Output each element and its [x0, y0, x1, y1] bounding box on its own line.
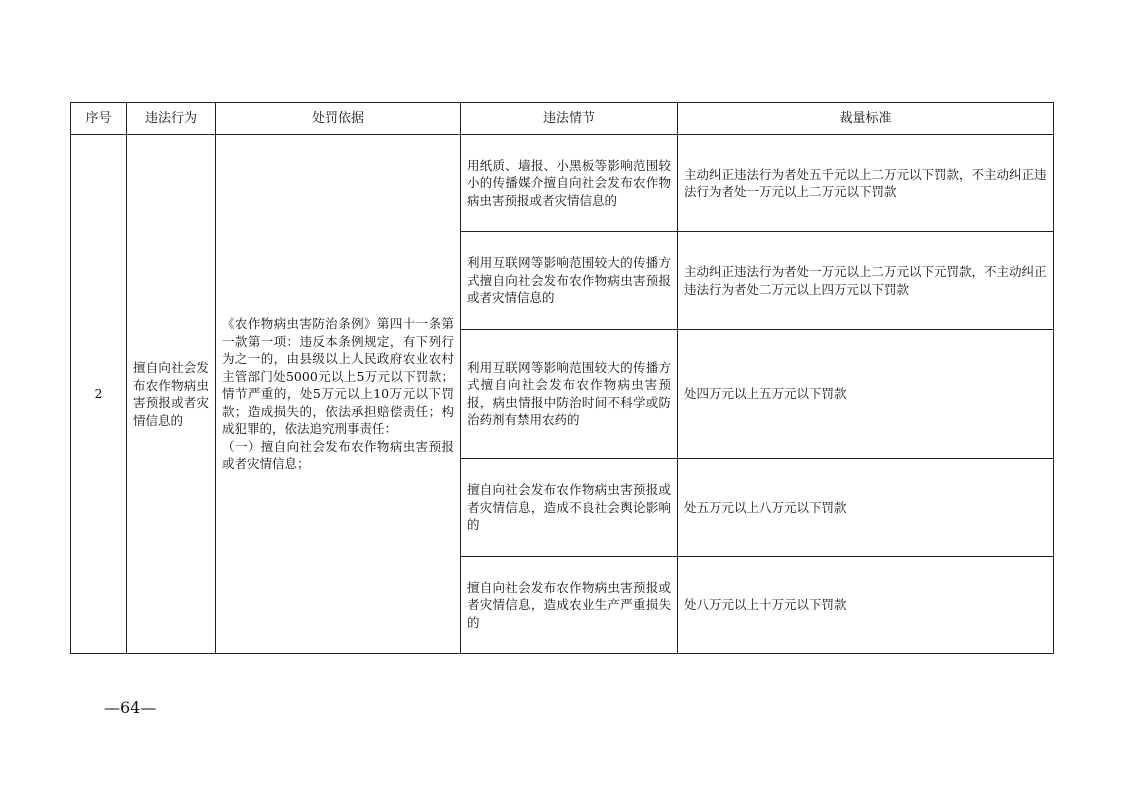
basis-cell — [216, 135, 461, 654]
circumstance-cell: 用纸质、墙报、小黑板等影响范围较小的传播媒介擅自向社会发布农作物病虫害预报或者灾情信息的 — [461, 135, 678, 232]
standard-cell: 处八万元以上十万元以下罚款 — [678, 556, 1054, 653]
basis-text: 《农作物病虫害防治条例》第四十一条第一款第一项：违反本条例规定，有下列行为之一的，由县级以上人民政府农业农村主管部门处5000元以上5万元以下罚款；情节严重的，处5万元以上10万元以下罚款；造成损失的，依法承担赔偿责任；构成犯罪的，依法追究刑事责任： — [222, 316, 454, 437]
behavior-cell: 擅自向社会发布农作物病虫害预报或者灾情信息的 — [127, 135, 216, 654]
standard-cell: 处四万元以上五万元以下罚款 — [678, 329, 1054, 458]
penalty-table — [70, 102, 1054, 654]
header-standard: 裁量标准 — [678, 103, 1054, 135]
circumstance-cell: 利用互联网等影响范围较大的传播方式擅自向社会发布农作物病虫害预报，病虫情报中防治时间不科学或防治药剂有禁用农药的 — [461, 329, 678, 458]
header-row — [71, 103, 1054, 135]
standard-cell: 主动纠正违法行为者处一万元以上二万元以下元罚款，不主动纠正违法行为者处二万元以上四万元以下罚款 — [678, 232, 1054, 329]
header-basis: 处罚依据 — [216, 103, 461, 135]
header-circumstance: 违法情节 — [461, 103, 678, 135]
circumstance-cell: 利用互联网等影响范围较大的传播方式擅自向社会发布农作物病虫害预报或者灾情信息的 — [461, 232, 678, 329]
standard-cell: 主动纠正违法行为者处五千元以上二万元以下罚款，不主动纠正违法行为者处一万元以上二万元以下罚款 — [678, 135, 1054, 232]
page-number: —64— — [104, 698, 157, 717]
table-row — [71, 135, 1054, 232]
circumstance-cell: 擅自向社会发布农作物病虫害预报或者灾情信息，造成农业生产严重损失的 — [461, 556, 678, 653]
standard-cell: 处五万元以上八万元以下罚款 — [678, 459, 1054, 556]
header-serial: 序号 — [71, 103, 127, 135]
basis-item: （一）擅自向社会发布农作物病虫害预报或者灾情信息； — [222, 438, 454, 472]
serial-cell: 2 — [71, 135, 127, 654]
circumstance-cell: 擅自向社会发布农作物病虫害预报或者灾情信息，造成不良社会舆论影响的 — [461, 459, 678, 556]
header-behavior: 违法行为 — [127, 103, 216, 135]
